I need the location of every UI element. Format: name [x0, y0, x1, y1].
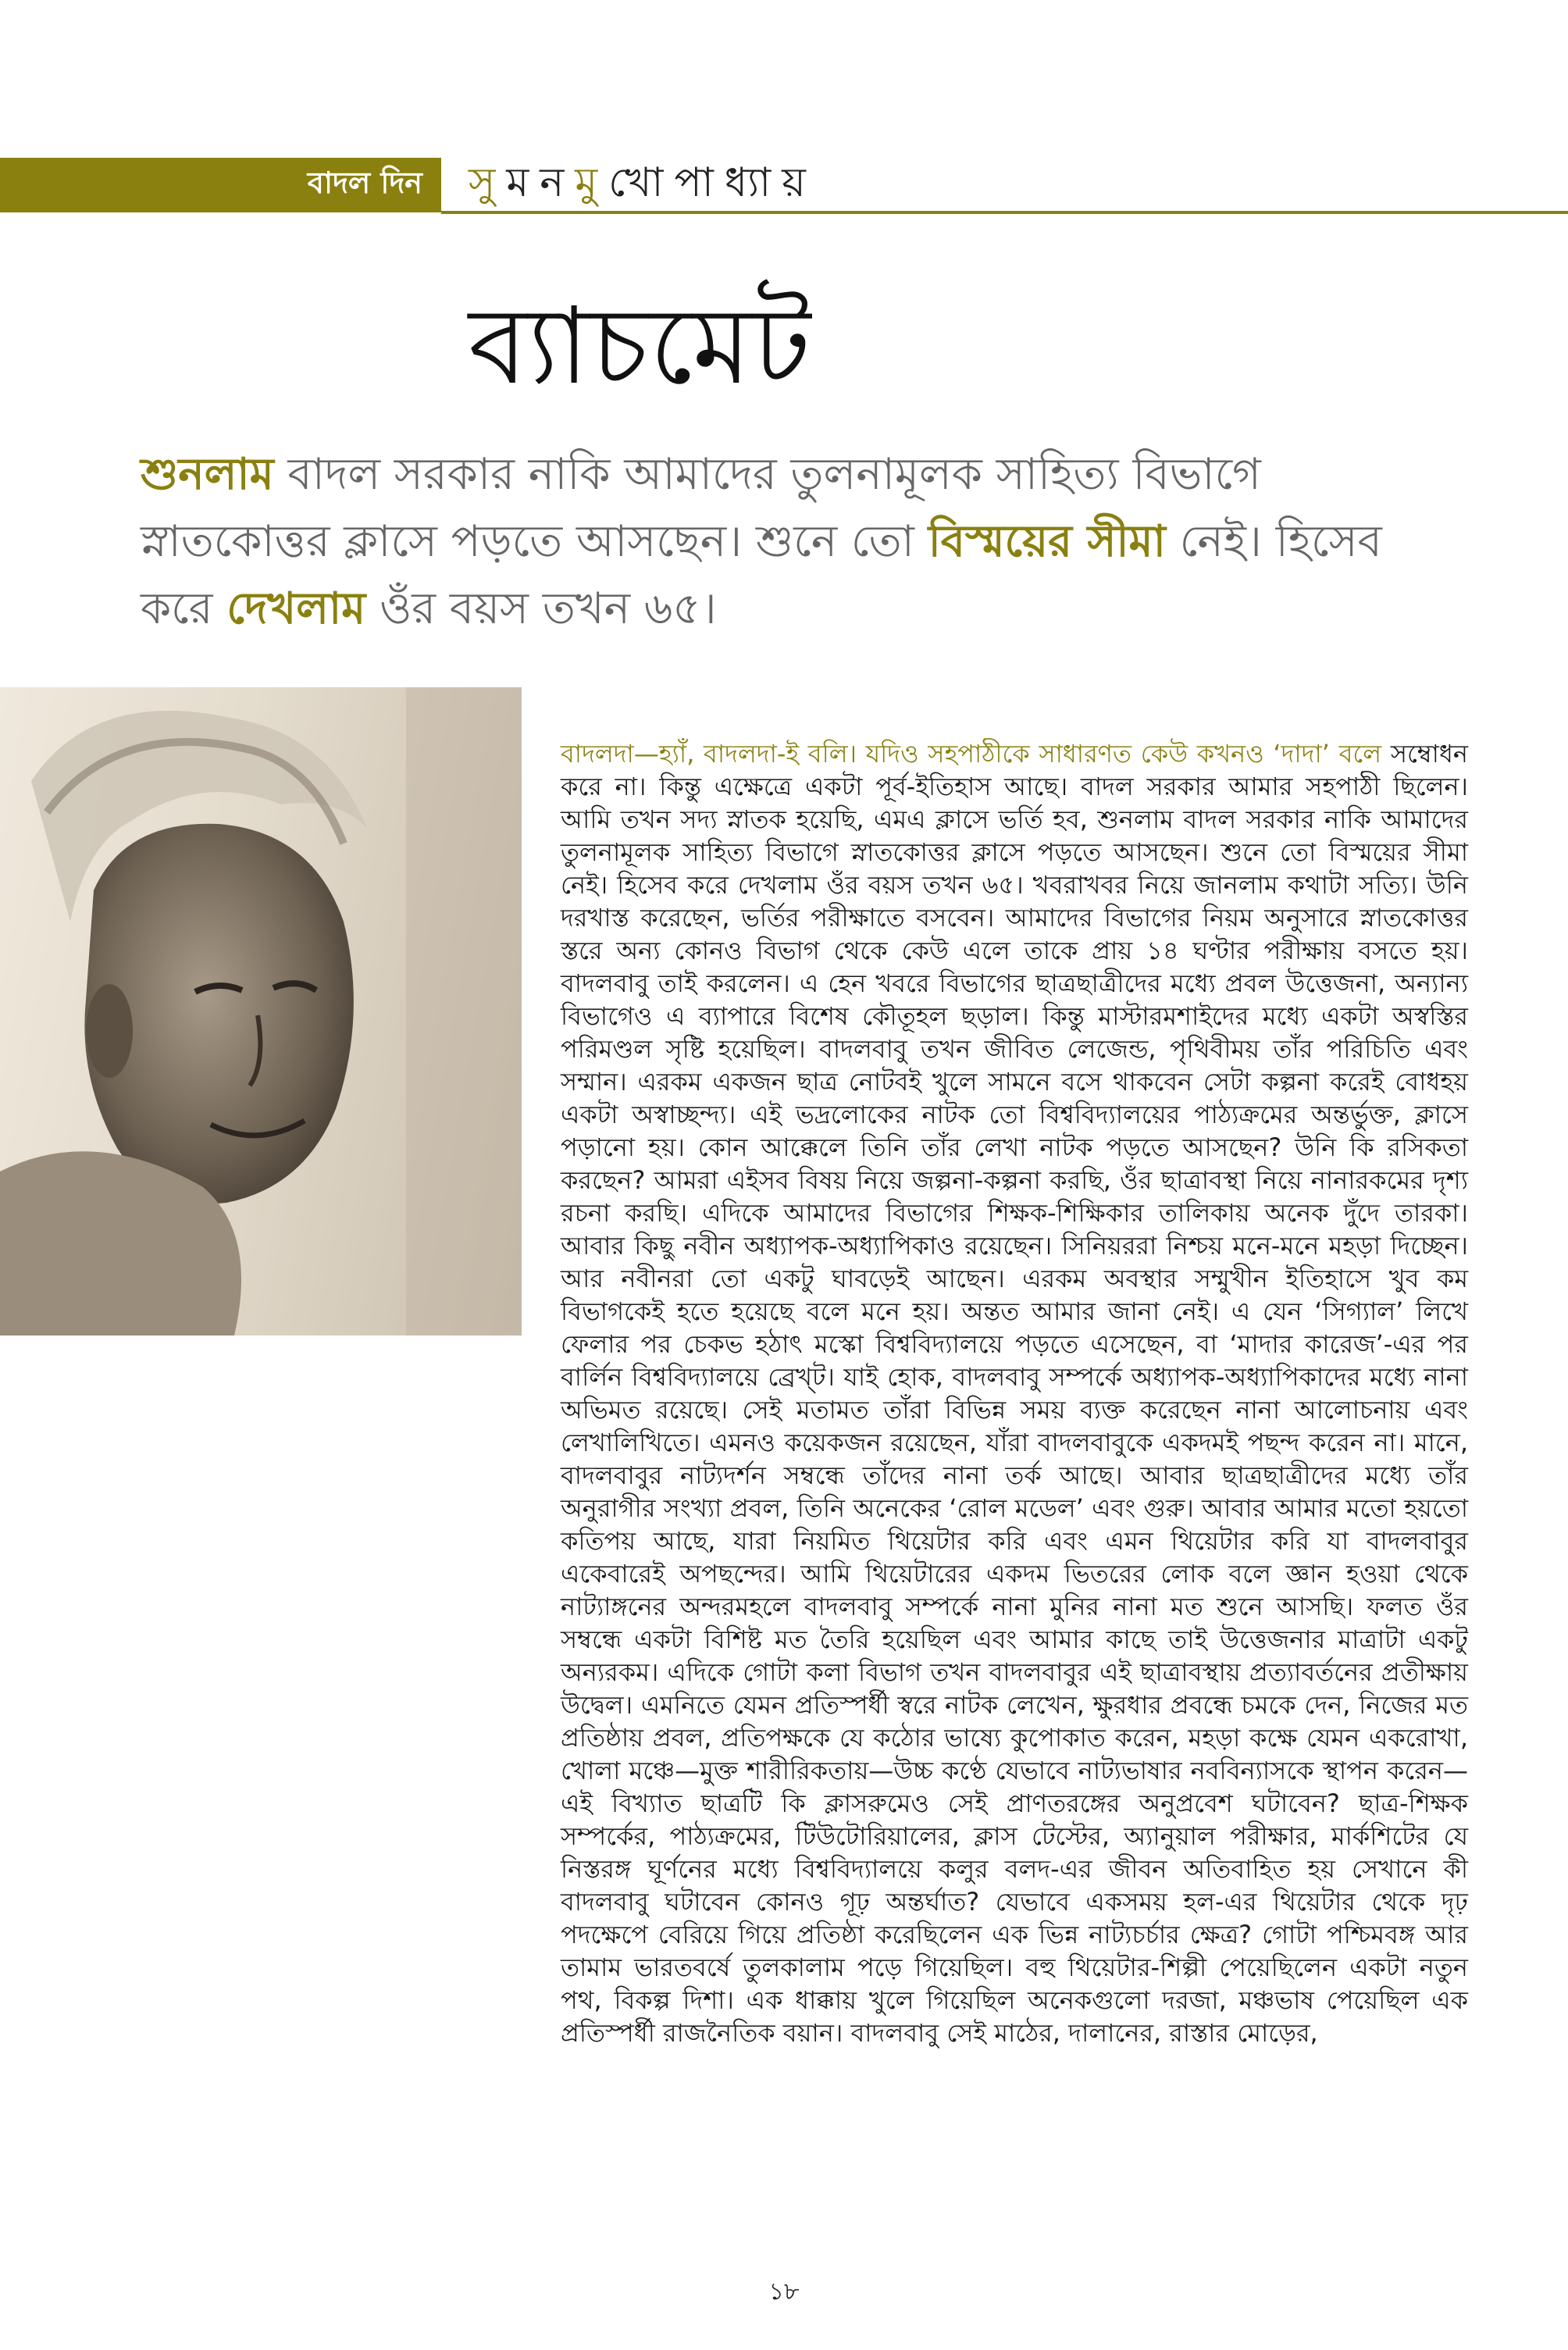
- portrait-illustration: [0, 687, 522, 1335]
- author-glyph: সু: [469, 159, 507, 206]
- author-glyph: মু: [575, 159, 609, 206]
- deck-text: বাদল সরকার নাকি আমাদের তুলনামূলক সাহিত্য বিভাগে স্নাতকোত্তর ক্লাসে পড়তে আসছেন। শুনে তো: [141, 449, 1261, 567]
- author-glyph: য়: [782, 159, 817, 206]
- deck-highlight: শুনলাম: [141, 449, 274, 500]
- article-title: ব্যাচমেট: [469, 285, 813, 408]
- section-tag: [0, 158, 441, 212]
- author-glyph: ম: [506, 159, 540, 206]
- author-glyph: ধ্যা: [724, 159, 782, 206]
- deck-highlight: দেখলাম: [226, 583, 366, 634]
- page-number: ১৮: [768, 2278, 800, 2305]
- body-lead: বাদলদা—হ্যাঁ, বাদলদা-ই বলি। যদিও সহপাঠীকে সাধারণত কেউ কখনও ‘দাদা’ বলে: [561, 739, 1382, 768]
- header-rule: [441, 211, 1568, 214]
- author-glyph: খো: [608, 159, 675, 206]
- body-text: সম্বোধন করে না। কিন্তু এক্ষেত্রে একটা পূর্ব-ইতিহাস আছে। বাদল সরকার আমার সহপাঠী ছিলেন। আমি তখন সদ্য স্নাতক হয়েছি, এমএ ক্লাসে ভর্তি হব, শুনলাম বাদল সরকার নাকি আমাদের তুলনামূলক সাহিত্য বিভাগে স্নাতকোত্তর ক্লাসে পড়তে আসছেন। শুনে তো বিস্ময়ের সীমা নেই। হিসেব করে দেখলাম ওঁর বয়স তখন ৬৫। খবরাখবর নিয়ে জানলাম কথাটা সত্যি। উনি দরখাস্ত করেছেন, ভর্তির পরীক্ষাতে বসবেন। আমাদের বিভাগের নিয়ম অনুসারে স্নাতকোত্তর স্তরে অন্য কোনও বিভাগ থেকে কেউ এলে তাকে প্রায় ১৪ ঘণ্টার পরীক্ষায় বসতে হয়। বাদলবাবু তাই করলেন। এ হেন খবরে বিভাগের ছাত্রছাত্রীদের মধ্যে প্রবল উত্তেজনা, অন্যান্য বিভাগেও এ ব্যাপারে বিশেষ কৌতূহল ছড়াল। কিন্তু মাস্টারমশাইদের মধ্যে একটা অস্বস্তির পরিমণ্ডল সৃষ্টি হয়েছিল। বাদলবাবু তখন জীবিত লেজেন্ড, পৃথিবীময় তাঁর পরিচিতি এবং সম্মান। এরকম একজন ছাত্র নোটবই খুলে সামনে বসে থাকবেন সেটা কল্পনা করেই বোধহয় একটা অস্বাচ্ছন্দ্য। এই ভদ্রলোকের নাটক তো বিশ্ববিদ্যালয়ের পাঠ্যক্রমের অন্তর্ভুক্ত, ক্লাসে পড়ানো হয়। কোন আক্কেলে তিনি তাঁর লেখা নাটক পড়তে আসছেন? উনি কি রসিকতা করছেন? আমরা এইসব বিষয় নিয়ে জল্পনা-কল্পনা করছি, ওঁর ছাত্রাবস্থা নিয়ে নানারকমের দৃশ্য রচনা করছি। এদিকে আমাদের বিভাগের শিক্ষক-শিক্ষিকার তালিকায় অনেক দুঁদে তারকা। আবার কিছু নবীন অধ্যাপক-অধ্যাপিকাও রয়েছেন। সিনিয়ররা নিশ্চয় মনে-মনে মহড়া দিচ্ছেন। আর নবীনরা তো একটু ঘাবড়েই আছেন। এরকম অবস্থার সম্মুখীন ইতিহাসে খুব কম বিভাগকেই হতে হয়েছে বলে মনে হয়। অন্তত আমার জানা নেই। এ যেন ‘সিগ্যাল’ লিখে ফেলার পর চেকভ হঠাৎ মস্কো বিশ্ববিদ্যালয়ে পড়তে এসেছেন, বা ‘মাদার কারেজ’-এর পর বার্লিন বিশ্ববিদ্যালয়ে ব্রেখ্‌ট। যাই হোক, বাদলবাবু সম্পর্কে অধ্যাপক-অধ্যাপিকাদের মধ্যে নানা অভিমত রয়েছে। সেই মতামত তাঁরা বিভিন্ন সময় ব্যক্ত করেছেন নানা আলোচনায় এবং লেখালিখিতে। এমনও কয়েকজন রয়েছেন, যাঁরা বাদলবাবুকে একদমই পছন্দ করেন না। মানে, বাদলবাবুর নাট্যদর্শন সম্বন্ধে তাঁদের নানা তর্ক আছে। আবার ছাত্রছাত্রীদের মধ্যে তাঁর অনুরাগীর সংখ্যা প্রবল, তিনি অনেকের ‘রোল মডেল’ এবং গুরু। আবার আমার মতো হয়তো কতিপয় আছে, যারা নিয়মিত থিয়েটার করি এবং এমন থিয়েটার করি যা বাদলবাবুর একেবারেই অপছন্দের। আমি থিয়েটারের একদম ভিতরের লোক বলে জ্ঞান হওয়া থেকে নাট্যাঙ্গনের অন্দরমহলে বাদলবাবু সম্পর্কে নানা মুনির নানা মত শুনে আসছি। ফলত ওঁর সম্বন্ধে একটা বিশিষ্ট মত তৈরি হয়েছিল এবং আমার কাছে তাই উত্তেজনার মাত্রাটা একটু অন্যরকম। এদিকে গোটা কলা বিভাগ তখন বাদলবাবুর এই ছাত্রাবস্থায় প্রত্যাবর্তনের প্রতীক্ষায় উদ্বেল। এমনিতে যেমন প্রতিস্পর্ধী স্বরে নাটক লেখেন, ক্ষুরধার প্রবন্ধে চমকে দেন, নিজের মত প্রতিষ্ঠায় প্রবল, প্রতিপক্ষকে যে কঠোর ভাষ্যে কুপোকাত করেন, মহড়া কক্ষে যেমন একরোখা, খোলা মঞ্চে—মুক্ত শারীরিকতায়—উচ্চ কণ্ঠে যেভাবে নাট্যভাষার নববিন্যাসকে স্থাপন করেন—এই বিখ্যাত ছাত্রটি কি ক্লাসরুমেও সেই প্রাণতরঙ্গের অনুপ্রবেশ ঘটাবেন? ছাত্র-শিক্ষক সম্পর্কের, পাঠ্যক্রমের, টিউটোরিয়ালের, ক্লাস টেস্টের, অ্যানুয়াল পরীক্ষার, মার্কশিটের যে নিস্তরঙ্গ ঘূর্ণনের মধ্যে বিশ্ববিদ্যালয়ে কলুর বলদ-এর জীবন অতিবাহিত হয় সেখানে কী বাদলবাবু ঘটাবেন কোনও গূঢ় অন্তর্ঘাত? যেভাবে একসময় হল-এর থিয়েটার থেকে দৃঢ় পদক্ষেপে বেরিয়ে গিয়ে প্রতিষ্ঠা করেছিলেন এক ভিন্ন নাট্যচর্চার ক্ষেত্র? গোটা পশ্চিমবঙ্গ আর তামাম ভারতবর্ষে তুলকালাম পড়ে গিয়েছিল। বহু থিয়েটার-শিল্পী পেয়েছিলেন একটা নতুন পথ, বিকল্প দিশা। এক ধাক্কায় খুলে গিয়েছিল অনেকগুলো দরজা, মঞ্চভাষ পেয়েছিল এক প্রতিস্পর্ধী রাজনৈতিক বয়ান। বাদলবাবু সেই মাঠের, দালানের, রাস্তার মোড়ের,: [561, 739, 1468, 2048]
- author-glyph: ন: [540, 159, 576, 206]
- article-body: [561, 737, 1468, 2049]
- author-name: [469, 155, 817, 214]
- author-glyph: পা: [674, 159, 725, 206]
- deck-text: ওঁর বয়স তখন ৬৫।: [365, 583, 717, 634]
- section-tag-label: বাদল দিন: [307, 166, 422, 200]
- author-photo: [0, 687, 522, 1335]
- deck-text: নেই। হিসেব করে: [141, 516, 1382, 634]
- deck-highlight: বিস্ময়ের সীমা: [928, 516, 1166, 567]
- article-deck: [141, 441, 1437, 643]
